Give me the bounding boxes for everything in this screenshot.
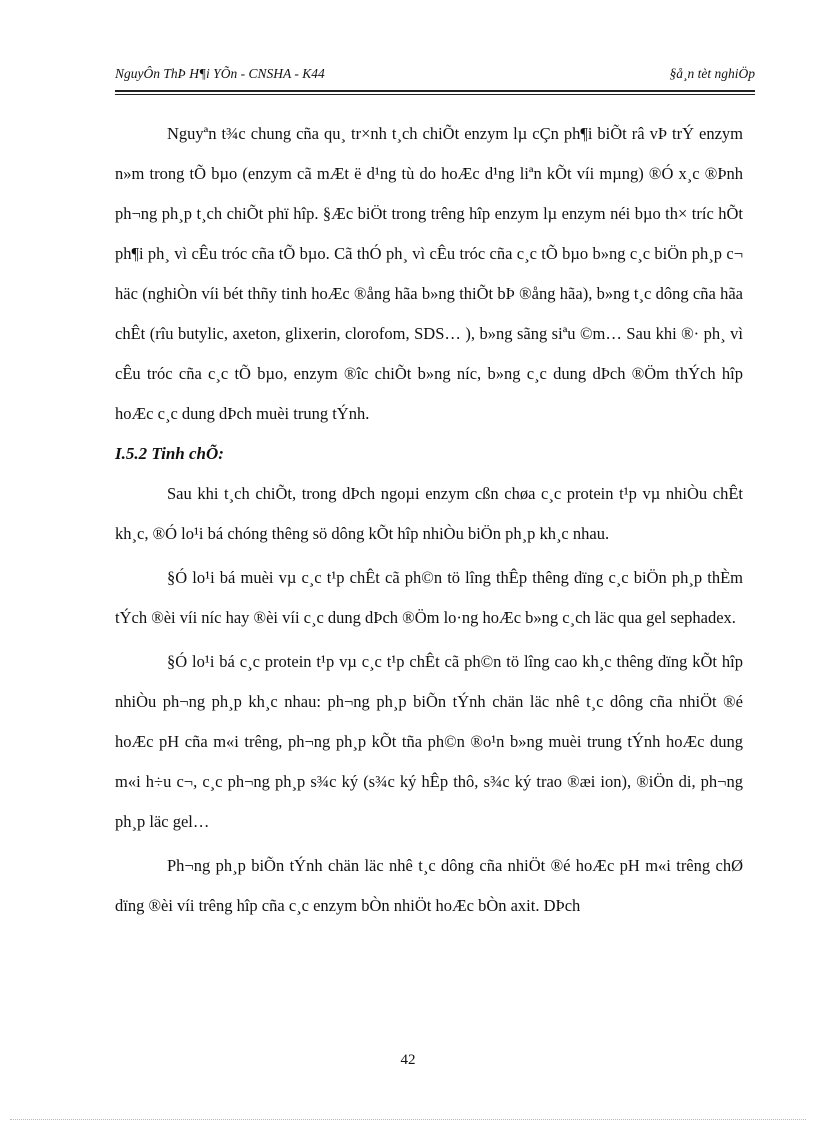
paragraph-extraction-principle: Nguyªn t¾c chung cña qu¸ tr×nh t¸ch chiÕt enzym lµ cÇn ph¶i biÕt râ vÞ trÝ enzym n»m trong tÕ bµo (enzym cã mÆt ë d¹ng tù do hoÆc d¹ng liªn kÕt víi mµng) ®Ó x¸c ®Þnh ph¬ng ph¸p t¸ch chiÕt phï hîp. §Æc biÖt trong trêng hîp enzym lµ enzym néi bµo th× tríc hÕt ph¶i ph¸ vì cÊu tróc cña tÕ bµo. Cã thÓ ph¸ vì cÊu tróc cña c¸c tÕ bµo b»ng c¸c biÖn ph¸p c¬ häc (nghiÒn víi bét thñy tinh hoÆc ®ång hãa b»ng thiÕt bÞ ®ång hãa), b»ng t¸c dông cña hãa chÊt (rîu butylic, axeton, glixerin, clorofom, SDS… ), b»ng sãng siªu ©m… Sau khi ®· ph¸ vì cÊu tróc cña c¸c tÕ bµo, enzym ®îc chiÕt b»ng níc, b»ng c¸c dung dÞch ®Öm thÝch hîp hoÆc c¸c dung dÞch muèi trung tÝnh.: [115, 124, 743, 423]
page-bottom-border: [10, 1119, 806, 1120]
section-heading: I.5.2 Tinh chÕ:: [115, 444, 224, 463]
page-header: [115, 66, 755, 88]
page-body: [115, 114, 743, 926]
page-number: 42: [400, 1052, 416, 1068]
header-author: NguyÔn ThÞ H¶i YÕn - CNSHA - K44: [115, 66, 325, 81]
header-rule-thick: [115, 90, 755, 92]
header-document-type: §å¸n tèt nghiÖp: [669, 66, 755, 81]
paragraph-after-extraction: Sau khi t¸ch chiÕt, trong dÞch ngoµi enzym cßn chøa c¸c protein t¹p vµ nhiÒu chÊt kh¸c, ®Ó lo¹i bá chóng thêng sö dông kÕt hîp nhiÒu biÖn ph¸p kh¸c nhau.: [115, 484, 743, 543]
header-rule-thin: [115, 94, 755, 95]
paragraph-selective-denaturation: Ph¬ng ph¸p biÕn tÝnh chän läc nhê t¸c dông cña nhiÖt ®é hoÆc pH m«i trêng chØ dïng ®èi víi trêng hîp cña c¸c enzym bÒn nhiÖt hoÆc bÒn axit. DÞch: [115, 856, 743, 915]
paragraph-remove-salts: §Ó lo¹i bá muèi vµ c¸c t¹p chÊt cã ph©n tö lîng thÊp thêng dïng c¸c biÖn ph¸p thÈm tÝch ®èi víi níc hay ®èi víi c¸c dung dÞch ®Öm lo·ng hoÆc b»ng c¸ch läc qua gel sephadex.: [115, 568, 743, 627]
paragraph-remove-proteins: §Ó lo¹i bá c¸c protein t¹p vµ c¸c t¹p chÊt cã ph©n tö lîng cao kh¸c thêng dïng kÕt hîp nhiÒu ph¬ng ph¸p kh¸c nhau: ph¬ng ph¸p biÕn tÝnh chän läc nhê t¸c dông cña nhiÖt ®é hoÆc pH cña m«i trêng, ph¬ng ph¸p kÕt tña ph©n ®o¹n b»ng muèi trung tÝnh hoÆc dung m«i h÷u c¬, c¸c ph¬ng ph¸p s¾c ký (s¾c ký hÊp thô, s¾c ký trao ®æi ion), ®iÖn di, ph¬ng ph¸p läc gel…: [115, 652, 743, 831]
